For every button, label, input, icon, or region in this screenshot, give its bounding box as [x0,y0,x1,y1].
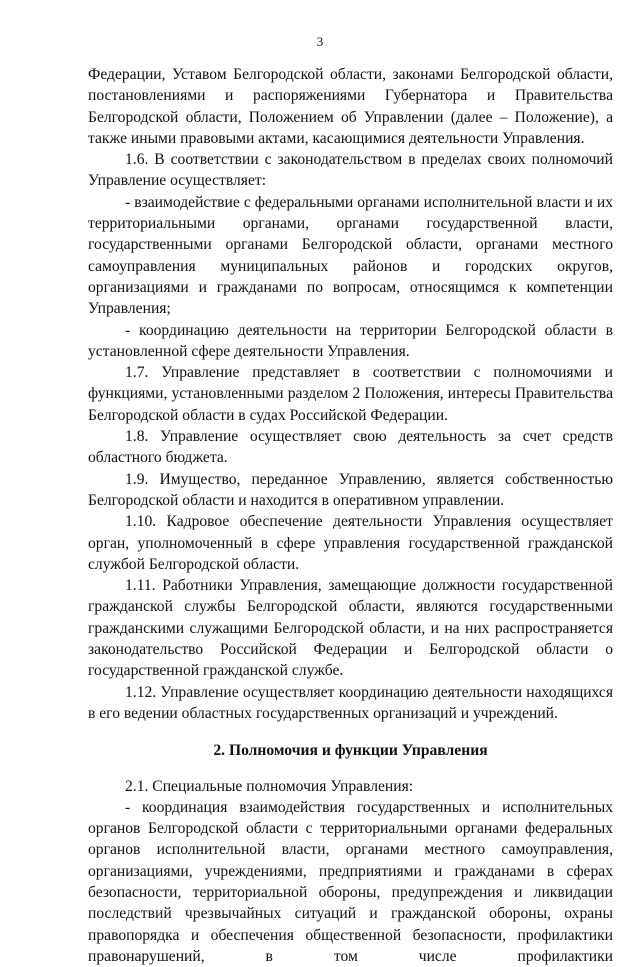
paragraph: 1.8. Управление осуществляет свою деятельность за счет средств областного бюджета. [88,428,613,467]
paragraph: 1.11. Работники Управления, замещающие должности государственной гражданской службы Белгородской области, являются государственными гражданскими служащими Белгородской области, и на них распространяется законодательство Российской Федерации и Белгородской области о государственной гражданской службе. [88,577,613,680]
paragraph: 1.9. Имущество, переданное Управлению, является собственностью Белгородской области и находится в оперативном управлении. [88,470,613,509]
paragraph: 1.7. Управление представляет в соответствии с полномочиями и функциями, установленными разделом 2 Положения, интересы Правительства Белгородской области в судах Российской Федерации. [88,364,613,424]
list-item: - взаимодействие с федеральными органами исполнительной власти и их территориальными органами, органами государственной власти, государственными органами Белгородской области, органами местного самоуправления муниципальных районов и городских округов, организациями и гражданами по вопросам, относящимся к компетенции Управления; [88,193,613,318]
paragraph: 1.10. Кадровое обеспечение деятельности Управления осуществляет орган, уполномоченный в сфере управления государственной гражданской службой Белгородской области. [88,513,613,573]
list-item: - координация взаимодействия государственных и исполнительных органов Белгородской области с территориальными органами федеральных органов исполнительной власти, органами местного самоуправления, организациями, учреждениями, предприятиями и гражданами в сферах безопасности, территориальной обороны, предупреждения и ликвидации последствий чрезвычайных ситуаций и гражданской обороны, охраны правопорядка и обеспечения общественной безопасности, профилактики правонарушений, в том числе профилактики [88,798,613,965]
paragraph: 1.12. Управление осуществляет координацию деятельности находящихся в его ведении областных государственных организаций и учреждений. [88,683,613,722]
section-heading: 2. Полномочия и функции Управления [213,742,488,760]
page-number: 3 [316,34,324,49]
paragraph: 2.1. Специальные полномочия Управления: [125,777,414,795]
spacer [88,724,613,730]
paragraph: 1.6. В соответствии с законодательством в пределах своих полномочий Управление осуществляет: [88,151,613,190]
list-item: - координацию деятельности на территории Белгородской области в установленной сфере деятельности Управления. [88,321,613,360]
document-body [88,64,613,967]
paragraph: Федерации, Уставом Белгородской области, законами Белгородской области, постановлениями и распоряжениями Губернатора и Правительства Белгородской области, Положением об Управлении (далее – Положение), а также иными правовыми актами, касающимися деятельности Управления. [88,66,613,147]
